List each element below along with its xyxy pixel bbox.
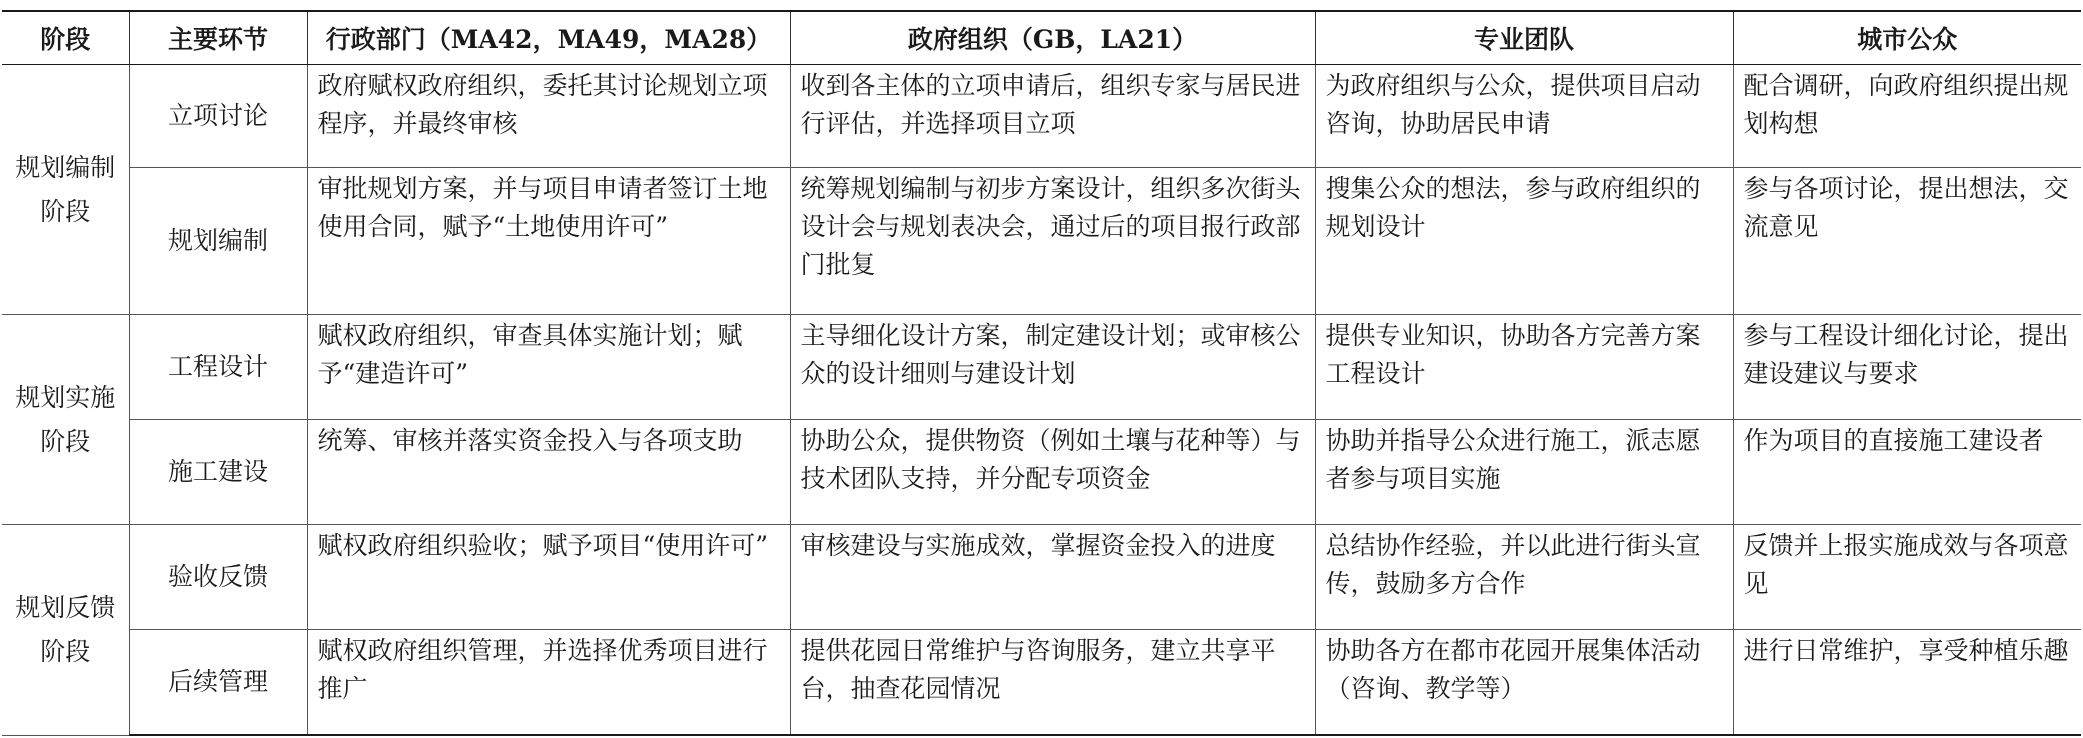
pro-cell: 总结协作经验，并以此进行街头宣传，鼓励多方合作 [1315, 525, 1733, 630]
admin-cell: 统筹、审核并落实资金投入与各项支助 [307, 420, 790, 525]
pro-cell: 提供专业知识，协助各方完善方案工程设计 [1315, 315, 1733, 420]
stage-cell: 规划编制阶段 [2, 65, 129, 315]
admin-cell: 赋权政府组织，审查具体实施计划；赋予“建造许可” [307, 315, 790, 420]
public-cell: 配合调研，向政府组织提出规划构想 [1733, 65, 2081, 168]
pro-cell: 协助并指导公众进行施工，派志愿者参与项目实施 [1315, 420, 1733, 525]
step-cell: 施工建设 [129, 420, 307, 525]
table-wrapper [2, 10, 2081, 736]
gov-cell: 提供花园日常维护与咨询服务，建立共享平台，抽查花园情况 [790, 630, 1315, 736]
gov-cell: 收到各主体的立项申请后，组织专家与居民进行评估，并选择项目立项 [790, 65, 1315, 168]
table-row [2, 420, 2081, 525]
gov-cell: 协助公众，提供物资（例如土壤与花种等）与技术团队支持，并分配专项资金 [790, 420, 1315, 525]
admin-cell: 政府赋权政府组织，委托其讨论规划立项程序，并最终审核 [307, 65, 790, 168]
gov-cell: 审核建设与实施成效，掌握资金投入的进度 [790, 525, 1315, 630]
admin-cell: 审批规划方案，并与项目申请者签订土地使用合同，赋予“土地使用许可” [307, 168, 790, 315]
header-pro: 专业团队 [1315, 11, 1733, 65]
step-cell: 验收反馈 [129, 525, 307, 630]
gov-cell: 主导细化设计方案，制定建设计划；或审核公众的设计细则与建设计划 [790, 315, 1315, 420]
pro-cell: 协助各方在都市花园开展集体活动（咨询、教学等） [1315, 630, 1733, 736]
stage-cell: 规划实施阶段 [2, 315, 129, 525]
table-row [2, 630, 2081, 736]
public-cell: 反馈并上报实施成效与各项意见 [1733, 525, 2081, 630]
header-public: 城市公众 [1733, 11, 2081, 65]
header-admin: 行政部门（MA42，MA49，MA28） [307, 11, 790, 65]
step-cell: 立项讨论 [129, 65, 307, 168]
header-row [2, 11, 2081, 65]
table-row [2, 168, 2081, 315]
header-step: 主要环节 [129, 11, 307, 65]
header-stage: 阶段 [2, 11, 129, 65]
public-cell: 参与工程设计细化讨论，提出建设建议与要求 [1733, 315, 2081, 420]
step-cell: 后续管理 [129, 630, 307, 736]
table-row [2, 65, 2081, 168]
gov-cell: 统筹规划编制与初步方案设计，组织多次街头设计会与规划表决会，通过后的项目报行政部门批复 [790, 168, 1315, 315]
pro-cell: 为政府组织与公众，提供项目启动咨询，协助居民申请 [1315, 65, 1733, 168]
stakeholder-roles-table [2, 10, 2081, 736]
pro-cell: 搜集公众的想法，参与政府组织的规划设计 [1315, 168, 1733, 315]
public-cell: 进行日常维护，享受种植乐趣 [1733, 630, 2081, 736]
table-row [2, 315, 2081, 420]
header-gov: 政府组织（GB，LA21） [790, 11, 1315, 65]
admin-cell: 赋权政府组织验收；赋予项目“使用许可” [307, 525, 790, 630]
public-cell: 参与各项讨论，提出想法，交流意见 [1733, 168, 2081, 315]
admin-cell: 赋权政府组织管理，并选择优秀项目进行推广 [307, 630, 790, 736]
table-row [2, 525, 2081, 630]
stage-cell: 规划反馈阶段 [2, 525, 129, 736]
step-cell: 规划编制 [129, 168, 307, 315]
public-cell: 作为项目的直接施工建设者 [1733, 420, 2081, 525]
step-cell: 工程设计 [129, 315, 307, 420]
